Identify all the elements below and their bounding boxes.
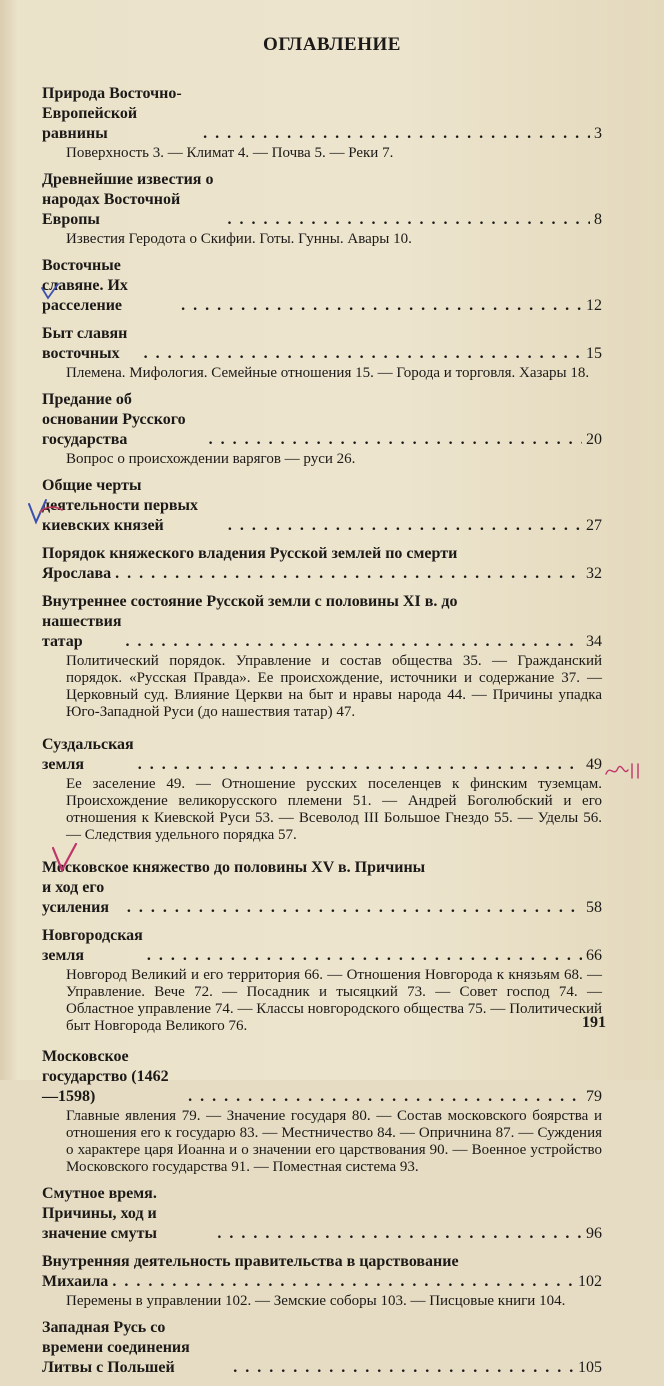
entry-page: 27 [586,517,602,534]
entry-title-line1: Московское княжество до половины XV в. Причины [42,859,426,876]
entry-title: Предание об основании Русского государства [42,391,186,448]
entry-title-line2: Ярослава [42,565,112,582]
entry-page: 8 [594,211,602,228]
toc-entry [42,256,602,316]
entry-subtopics: Племена. Мифология. Семейные отношения 15. — Города и торговля. Хазары 18. [66,365,590,381]
entry-title: Древнейшие известия о народах Восточной Европы [42,171,214,228]
toc-entry [42,1047,602,1176]
table-of-contents [42,84,602,1386]
pen-checkmark-icon [50,842,80,874]
entry-page: 66 [586,947,602,964]
entry-title-line2: и ход его усиления [42,879,109,916]
page-number: 191 [582,1014,606,1031]
toc-entry [42,390,602,468]
toc-entry [42,324,602,382]
entry-page: 79 [586,1088,602,1105]
entry-page: 58 [586,899,602,916]
entry-title: Восточные славяне. Их расселение [42,257,128,314]
entry-title-line1: Порядок княжеского владения Русской землей по смерти [42,545,458,562]
entry-page: 105 [578,1359,602,1376]
entry-subtopics: Новгород Великий и его территория 66. — Отношения Новгорода к князьям 68. — Управление. Вече 72. — Посадник и тысяцкий 73. — Совет господ 74. — Областное управление 74. — Классы новгородского общества 75. — Политический быт Новгорода Великого 76. [66,967,602,1034]
toc-entry [42,544,602,584]
entry-page: 3 [594,125,602,142]
entry-title: Новгородская земля [42,927,143,964]
toc-entry [42,592,602,721]
toc-entry [42,858,602,918]
entry-page: 32 [586,565,602,582]
page-title: ОГЛАВЛЕНИЕ [263,34,401,55]
entry-page: 15 [586,345,602,362]
toc-entry [42,170,602,248]
entry-page: 34 [586,633,602,650]
pen-scribble-icon [604,760,648,782]
entry-title: Московское государство (1462—1598) [42,1048,169,1105]
entry-title: Общие черты деятельности первых киевских князей [42,477,198,534]
entry-title-line1: Внутренняя деятельность правительства в царствование [42,1253,459,1270]
entry-title: Быт славян восточных [42,325,128,362]
entry-title-line2: нашествия татар [42,613,122,650]
pen-checkmark-icon [40,282,62,302]
entry-title: Суздальская земля [42,736,134,773]
toc-entry [42,476,602,536]
entry-page: 96 [586,1225,602,1242]
toc-entry [42,1318,602,1378]
entry-page: 49 [586,756,602,773]
entry-title: Природа Восточно-Европейской равнины [42,85,182,142]
toc-entry [42,84,602,162]
entry-page: 12 [586,297,602,314]
entry-subtopics: Политический порядок. Управление и состав общества 35. — Гражданский порядок. «Русская Правда». Ее происхождение, источники и содержание 37. — Церковный суд. Влияние Церкви на быт и нравы народа 44. — Причины упадка Юго-Западной Руси (до нашествия татар) 47. [66,653,602,720]
entry-subtopics: Ее заселение 49. — Отношение русских поселенцев к финским туземцам. Происхождение великорусского племени 51. — Андрей Боголюбский и его отношения к Киевской Руси 53. — Всеволод III Большое Гнездо 55. — Уделы 56. — Следствия удельного порядка 57. [66,776,602,843]
toc-entry [42,735,602,844]
entry-subtopics: Вопрос о происхождении варягов — руси 26. [66,451,356,467]
entry-title-line2: Михаила [42,1273,109,1290]
entry-title-line1: Внутреннее состояние Русской земли с половины XI в. до [42,593,458,610]
toc-entry [42,1252,602,1310]
entry-page: 102 [578,1273,602,1290]
entry-subtopics: Перемены в управлении 102. — Земские соборы 103. — Писцовые книги 104. [66,1293,566,1309]
entry-subtopics: Поверхность 3. — Климат 4. — Почва 5. — Реки 7. [66,145,394,161]
entry-title: Западная Русь со времени соединения Литвы с Польшей [42,1319,190,1376]
entry-title: Смутное время. Причины, ход и значение смуты [42,1185,158,1242]
entry-page: 20 [586,431,602,448]
entry-subtopics: Известия Геродота о Скифии. Готы. Гунны. Авары 10. [66,231,412,247]
toc-entry [42,926,602,1035]
entry-subtopics: Главные явления 79. — Значение государя 80. — Состав московского боярства и отношения его к государю 83. — Местничество 84. — Опричнина 87. — Суждения о характере царя Иоанна и о значении его царствования 90. — Военное устройство Московского государства 91. — Поместная система 93. [66,1108,602,1175]
pen-checkmark-icon [26,498,66,526]
toc-entry [42,1184,602,1244]
